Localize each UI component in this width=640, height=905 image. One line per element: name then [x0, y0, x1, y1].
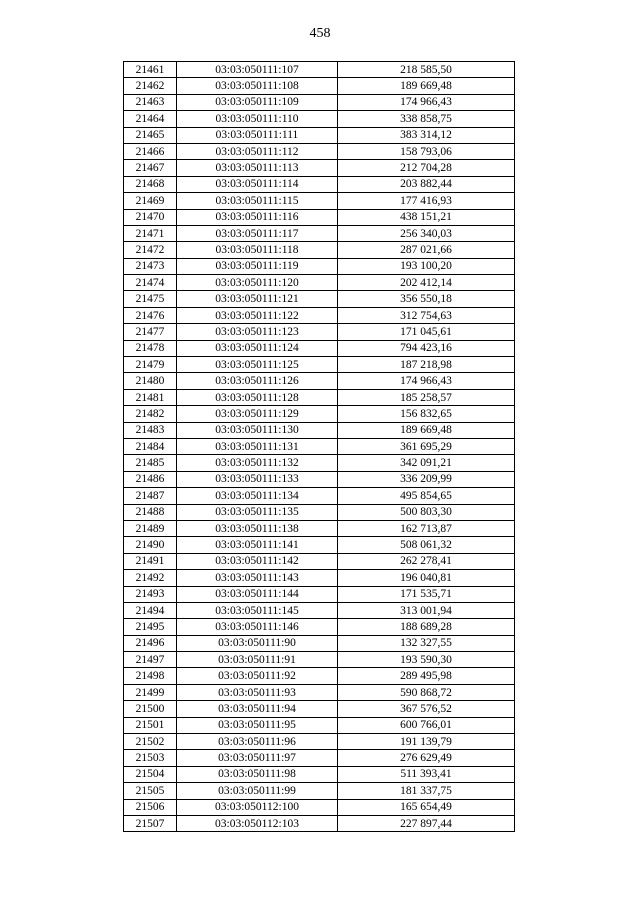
- cadastral-value-cell: 794 423,16: [338, 340, 515, 356]
- cadastral-number-cell: 03:03:050111:132: [177, 455, 338, 471]
- cadastral-number-cell: 03:03:050111:119: [177, 258, 338, 274]
- cadastral-value-cell: 289 495,98: [338, 668, 515, 684]
- table-row: [124, 570, 515, 586]
- cadastral-value-cell: 162 713,87: [338, 520, 515, 536]
- row-number-cell: 21494: [124, 602, 177, 618]
- cadastral-value-cell: 313 001,94: [338, 602, 515, 618]
- cadastral-value-cell: 196 040,81: [338, 570, 515, 586]
- table-row: [124, 242, 515, 258]
- cadastral-value-cell: 174 966,43: [338, 94, 515, 110]
- cadastral-value-cell: 256 340,03: [338, 225, 515, 241]
- cadastral-number-cell: 03:03:050111:141: [177, 537, 338, 553]
- row-number-cell: 21480: [124, 373, 177, 389]
- cadastral-value-cell: 600 766,01: [338, 717, 515, 733]
- row-number-cell: 21478: [124, 340, 177, 356]
- row-number-cell: 21470: [124, 209, 177, 225]
- cadastral-number-cell: 03:03:050112:103: [177, 815, 338, 831]
- cadastral-number-cell: 03:03:050111:107: [177, 62, 338, 78]
- table-row: [124, 127, 515, 143]
- cadastral-number-cell: 03:03:050111:93: [177, 684, 338, 700]
- table-row: [124, 373, 515, 389]
- table-row: [124, 668, 515, 684]
- row-number-cell: 21482: [124, 406, 177, 422]
- row-number-cell: 21468: [124, 176, 177, 192]
- cadastral-number-cell: 03:03:050111:128: [177, 389, 338, 405]
- cadastral-number-cell: 03:03:050111:109: [177, 94, 338, 110]
- cadastral-value-cell: 202 412,14: [338, 275, 515, 291]
- table-row: [124, 340, 515, 356]
- cadastral-number-cell: 03:03:050111:112: [177, 143, 338, 159]
- cadastral-number-cell: 03:03:050111:126: [177, 373, 338, 389]
- cadastral-number-cell: 03:03:050111:110: [177, 111, 338, 127]
- cadastral-value-cell: 312 754,63: [338, 307, 515, 323]
- cadastral-number-cell: 03:03:050111:144: [177, 586, 338, 602]
- table-row: [124, 586, 515, 602]
- cadastral-number-cell: 03:03:050111:111: [177, 127, 338, 143]
- row-number-cell: 21471: [124, 225, 177, 241]
- row-number-cell: 21498: [124, 668, 177, 684]
- cadastral-value-cell: 383 314,12: [338, 127, 515, 143]
- row-number-cell: 21488: [124, 504, 177, 520]
- row-number-cell: 21461: [124, 62, 177, 78]
- row-number-cell: 21492: [124, 570, 177, 586]
- cadastral-value-cell: 203 882,44: [338, 176, 515, 192]
- cadastral-number-cell: 03:03:050111:108: [177, 78, 338, 94]
- cadastral-number-cell: 03:03:050111:124: [177, 340, 338, 356]
- table-row: [124, 783, 515, 799]
- cadastral-number-cell: 03:03:050111:96: [177, 734, 338, 750]
- row-number-cell: 21505: [124, 783, 177, 799]
- table-row: [124, 258, 515, 274]
- table-row: [124, 78, 515, 94]
- cadastral-number-cell: 03:03:050111:91: [177, 652, 338, 668]
- table-row: [124, 422, 515, 438]
- table-row: [124, 602, 515, 618]
- row-number-cell: 21473: [124, 258, 177, 274]
- cadastral-value-cell: 511 393,41: [338, 766, 515, 782]
- row-number-cell: 21464: [124, 111, 177, 127]
- row-number-cell: 21499: [124, 684, 177, 700]
- cadastral-value-cell: 132 327,55: [338, 635, 515, 651]
- cadastral-value-cell: 188 689,28: [338, 619, 515, 635]
- table-row: [124, 324, 515, 340]
- row-number-cell: 21475: [124, 291, 177, 307]
- cadastral-number-cell: 03:03:050111:98: [177, 766, 338, 782]
- table-row: [124, 750, 515, 766]
- row-number-cell: 21465: [124, 127, 177, 143]
- cadastral-number-cell: 03:03:050111:92: [177, 668, 338, 684]
- cadastral-number-cell: 03:03:050111:123: [177, 324, 338, 340]
- row-number-cell: 21463: [124, 94, 177, 110]
- cadastral-number-cell: 03:03:050111:113: [177, 160, 338, 176]
- cadastral-value-cell: 361 695,29: [338, 438, 515, 454]
- table-row: [124, 406, 515, 422]
- cadastral-value-cell: 181 337,75: [338, 783, 515, 799]
- cadastral-value-cell: 193 100,20: [338, 258, 515, 274]
- table-row: [124, 799, 515, 815]
- table-row: [124, 766, 515, 782]
- cadastral-number-cell: 03:03:050111:120: [177, 275, 338, 291]
- cadastral-number-cell: 03:03:050112:100: [177, 799, 338, 815]
- page-number: 458: [309, 26, 331, 41]
- row-number-cell: 21496: [124, 635, 177, 651]
- table-row: [124, 701, 515, 717]
- table-row: [124, 209, 515, 225]
- cadastral-number-cell: 03:03:050111:122: [177, 307, 338, 323]
- cadastral-number-cell: 03:03:050111:142: [177, 553, 338, 569]
- cadastral-number-cell: 03:03:050111:118: [177, 242, 338, 258]
- table-row: [124, 635, 515, 651]
- row-number-cell: 21467: [124, 160, 177, 176]
- cadastral-value-cell: 174 966,43: [338, 373, 515, 389]
- table-row: [124, 291, 515, 307]
- table-row: [124, 389, 515, 405]
- table-row: [124, 684, 515, 700]
- row-number-cell: 21472: [124, 242, 177, 258]
- row-number-cell: 21462: [124, 78, 177, 94]
- cadastral-number-cell: 03:03:050111:138: [177, 520, 338, 536]
- row-number-cell: 21466: [124, 143, 177, 159]
- cadastral-number-cell: 03:03:050111:130: [177, 422, 338, 438]
- row-number-cell: 21503: [124, 750, 177, 766]
- row-number-cell: 21489: [124, 520, 177, 536]
- row-number-cell: 21501: [124, 717, 177, 733]
- cadastral-value-cell: 218 585,50: [338, 62, 515, 78]
- row-number-cell: 21495: [124, 619, 177, 635]
- cadastral-value-cell: 189 669,48: [338, 78, 515, 94]
- row-number-cell: 21481: [124, 389, 177, 405]
- cadastral-number-cell: 03:03:050111:125: [177, 357, 338, 373]
- table-row: [124, 307, 515, 323]
- row-number-cell: 21504: [124, 766, 177, 782]
- cadastral-number-cell: 03:03:050111:97: [177, 750, 338, 766]
- cadastral-value-cell: 165 654,49: [338, 799, 515, 815]
- row-number-cell: 21491: [124, 553, 177, 569]
- row-number-cell: 21497: [124, 652, 177, 668]
- cadastral-value-cell: 276 629,49: [338, 750, 515, 766]
- table-row: [124, 520, 515, 536]
- cadastral-value-cell: 171 045,61: [338, 324, 515, 340]
- cadastral-number-cell: 03:03:050111:94: [177, 701, 338, 717]
- cadastral-value-cell: 500 803,30: [338, 504, 515, 520]
- cadastral-number-cell: 03:03:050111:99: [177, 783, 338, 799]
- cadastral-value-cell: 508 061,32: [338, 537, 515, 553]
- cadastral-value-cell: 590 868,72: [338, 684, 515, 700]
- cadastral-value-cell: 189 669,48: [338, 422, 515, 438]
- table-row: [124, 504, 515, 520]
- table-row: [124, 619, 515, 635]
- row-number-cell: 21490: [124, 537, 177, 553]
- table-row: [124, 652, 515, 668]
- table-row: [124, 111, 515, 127]
- row-number-cell: 21469: [124, 193, 177, 209]
- table-row: [124, 455, 515, 471]
- row-number-cell: 21502: [124, 734, 177, 750]
- row-number-cell: 21477: [124, 324, 177, 340]
- row-number-cell: 21493: [124, 586, 177, 602]
- cadastral-number-cell: 03:03:050111:116: [177, 209, 338, 225]
- cadastral-value-cell: 158 793,06: [338, 143, 515, 159]
- cadastral-value-cell: 287 021,66: [338, 242, 515, 258]
- cadastral-value-cell: 336 209,99: [338, 471, 515, 487]
- row-number-cell: 21507: [124, 815, 177, 831]
- cadastral-value-cell: 356 550,18: [338, 291, 515, 307]
- table-row: [124, 193, 515, 209]
- cadastral-value-cell: 185 258,57: [338, 389, 515, 405]
- table-row: [124, 62, 515, 78]
- cadastral-number-cell: 03:03:050111:129: [177, 406, 338, 422]
- cadastral-value-table: [123, 61, 515, 832]
- cadastral-value-cell: 495 854,65: [338, 488, 515, 504]
- cadastral-number-cell: 03:03:050111:145: [177, 602, 338, 618]
- cadastral-value-cell: 191 139,79: [338, 734, 515, 750]
- row-number-cell: 21483: [124, 422, 177, 438]
- cadastral-value-cell: 227 897,44: [338, 815, 515, 831]
- row-number-cell: 21506: [124, 799, 177, 815]
- row-number-cell: 21500: [124, 701, 177, 717]
- table-row: [124, 537, 515, 553]
- row-number-cell: 21474: [124, 275, 177, 291]
- cadastral-value-cell: 212 704,28: [338, 160, 515, 176]
- row-number-cell: 21485: [124, 455, 177, 471]
- cadastral-number-cell: 03:03:050111:90: [177, 635, 338, 651]
- cadastral-value-cell: 156 832,65: [338, 406, 515, 422]
- cadastral-number-cell: 03:03:050111:95: [177, 717, 338, 733]
- cadastral-number-cell: 03:03:050111:121: [177, 291, 338, 307]
- cadastral-number-cell: 03:03:050111:131: [177, 438, 338, 454]
- table-row: [124, 734, 515, 750]
- table-row: [124, 815, 515, 831]
- row-number-cell: 21487: [124, 488, 177, 504]
- cadastral-value-cell: 438 151,21: [338, 209, 515, 225]
- table-row: [124, 357, 515, 373]
- cadastral-value-cell: 367 576,52: [338, 701, 515, 717]
- table-row: [124, 143, 515, 159]
- cadastral-number-cell: 03:03:050111:114: [177, 176, 338, 192]
- table-row: [124, 176, 515, 192]
- row-number-cell: 21479: [124, 357, 177, 373]
- table-row: [124, 553, 515, 569]
- table-row: [124, 225, 515, 241]
- cadastral-value-cell: 177 416,93: [338, 193, 515, 209]
- cadastral-number-cell: 03:03:050111:117: [177, 225, 338, 241]
- cadastral-number-cell: 03:03:050111:133: [177, 471, 338, 487]
- cadastral-value-cell: 171 535,71: [338, 586, 515, 602]
- cadastral-number-cell: 03:03:050111:146: [177, 619, 338, 635]
- cadastral-number-cell: 03:03:050111:115: [177, 193, 338, 209]
- cadastral-value-cell: 193 590,30: [338, 652, 515, 668]
- table-row: [124, 717, 515, 733]
- cadastral-number-cell: 03:03:050111:143: [177, 570, 338, 586]
- cadastral-value-cell: 338 858,75: [338, 111, 515, 127]
- cadastral-value-cell: 262 278,41: [338, 553, 515, 569]
- table-row: [124, 160, 515, 176]
- cadastral-value-cell: 342 091,21: [338, 455, 515, 471]
- cadastral-number-cell: 03:03:050111:135: [177, 504, 338, 520]
- table-body: [124, 62, 515, 832]
- table-row: [124, 438, 515, 454]
- table-row: [124, 471, 515, 487]
- row-number-cell: 21486: [124, 471, 177, 487]
- cadastral-value-cell: 187 218,98: [338, 357, 515, 373]
- cadastral-number-cell: 03:03:050111:134: [177, 488, 338, 504]
- table-row: [124, 94, 515, 110]
- row-number-cell: 21484: [124, 438, 177, 454]
- table-row: [124, 275, 515, 291]
- table-row: [124, 488, 515, 504]
- row-number-cell: 21476: [124, 307, 177, 323]
